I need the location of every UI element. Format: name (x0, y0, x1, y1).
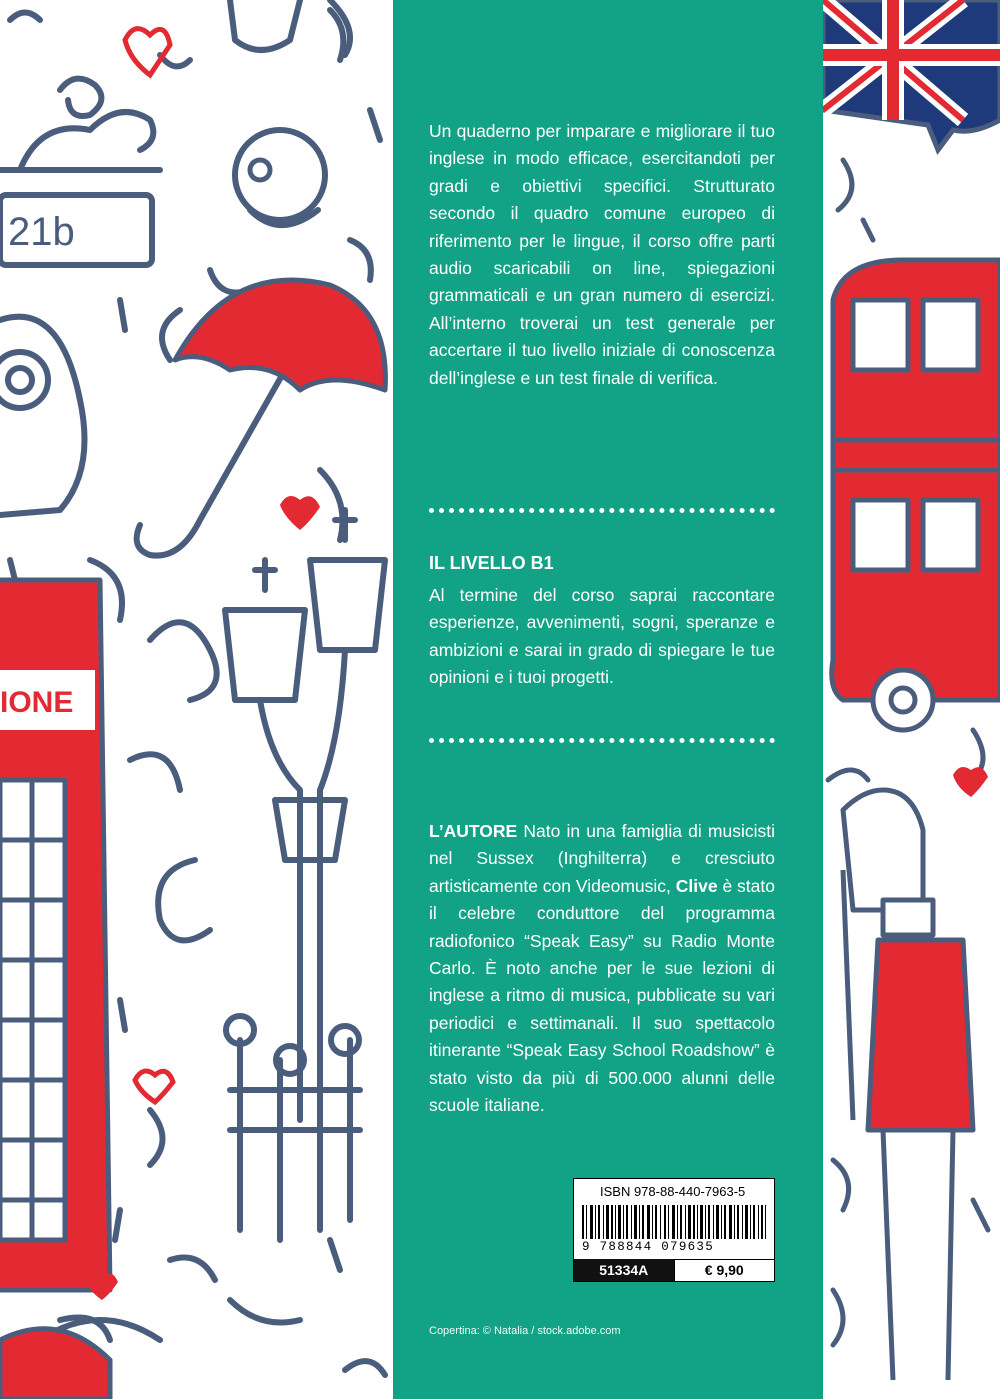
london-doodles-illustration (0, 0, 393, 1399)
isbn-barcode-box (573, 1178, 775, 1282)
cover-credit: Copertina: © Natalia / stock.adobe.com (429, 1325, 621, 1337)
isbn-label: ISBN 978-88-440-7963-5 (600, 1184, 746, 1199)
street-sign-text: 21b (8, 210, 75, 254)
dotted-divider (429, 508, 775, 513)
author-label: L’AUTORE (429, 821, 518, 841)
london-doodles-illustration-right (823, 0, 1000, 1399)
author-bio-text-continued: è stato il celebre conduttore del programma radiofonico “Speak Easy” su Radio Monte Carlo. È noto anche per le sue lezioni di inglese a ritmo di musica, pubblicate su vari periodici e settimanali. Il suo spettacolo itinerante “Speak Easy School Roadshow” è stato visto da più di 500.000 alunni delle scuole italiane. (429, 875, 775, 1116)
level-heading: IL LIVELLO B1 (429, 553, 554, 573)
phone-booth-sign-text: IONE (0, 686, 74, 719)
barcode-graphic (582, 1205, 766, 1239)
left-illustration (0, 0, 393, 1399)
level-description: Al termine del corso saprai raccontare esperienze, avvenimenti, sogni, speranze e ambizioni e sarai in grado di spiegare le tue opinioni e i tuoi progetti. (429, 585, 775, 688)
dotted-divider (429, 738, 775, 743)
author-bio (429, 818, 775, 1119)
author-name: Clive (675, 875, 718, 896)
author-bio-text: Nato in una famiglia di musicisti nel Sussex (Inghilterra) e cresciuto artisticamente con Videomusic, (429, 821, 775, 896)
barcode-digits: 9 788844 079635 (582, 1240, 715, 1254)
right-illustration (823, 0, 1000, 1399)
back-cover-text-panel (393, 0, 823, 1399)
intro-paragraph: Un quaderno per imparare e migliorare il tuo inglese in modo efficace, esercitandoti per gradi e obiettivi specifici. Strutturato secondo il quadro comune europeo di riferimento per le lingue, il corso offre parti audio scaricabili on line, spiegazioni grammaticali e un gran numero di esercizi. All’interno troverai un test generale per accertare il tuo livello iniziale di conoscenza dell’inglese e un test finale di verifica. (429, 121, 775, 388)
code-price-row (574, 1259, 774, 1281)
price: € 9,90 (674, 1259, 775, 1281)
product-code: 51334A (574, 1259, 674, 1281)
union-jack-flag-icon (823, 0, 1000, 150)
